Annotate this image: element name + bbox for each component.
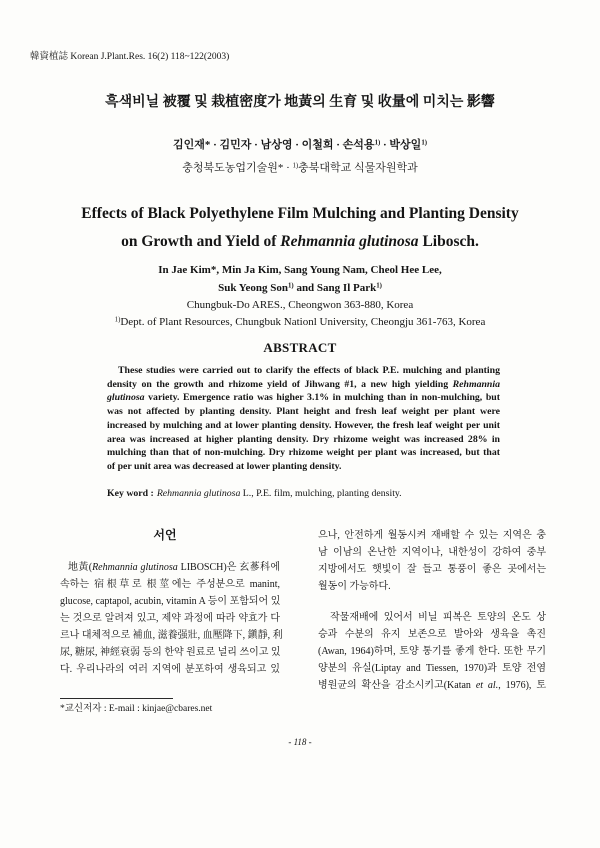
affiliation-mark: 1) (292, 162, 299, 170)
abstract-text: increased by mulching and at lower planting density. However, the fresh leaf weight per unit (107, 419, 500, 431)
affiliation-dept: 충북대학교 식물자원학과 (298, 162, 418, 174)
footnote-rule (60, 698, 173, 699)
abstract-line (107, 460, 500, 474)
abstract-line (107, 378, 500, 392)
citation-etal: et al. (475, 679, 499, 691)
body-line (318, 578, 546, 595)
title-english-line (0, 232, 600, 252)
column-right (318, 527, 546, 694)
paragraph (318, 527, 546, 595)
column-left (60, 559, 283, 678)
title-text: Libosch. (418, 233, 479, 250)
body-line (318, 527, 546, 544)
section-heading-introduction: 서언 (153, 528, 177, 542)
title-korean: 흑색비닐 被覆 및 栽植密度가 地黃의 生育 및 收量에 미치는 影響 (105, 95, 495, 110)
abstract-text: variety. Emergence ratio was higher 3.1% in mulching than in non-mulching, but (144, 392, 500, 404)
keywords (107, 487, 402, 501)
abstract-body (107, 364, 500, 474)
author-name: · 박상일 (380, 139, 422, 151)
species-name: Rehmannia glutinosa (280, 233, 419, 250)
body-text: 양분의 유실(Liptay and Tiessen, 1970)과 토양 전염 (318, 662, 546, 674)
body-line (60, 593, 280, 610)
body-line (60, 559, 280, 576)
body-line (60, 576, 280, 593)
body-line (60, 661, 280, 678)
body-line (60, 610, 280, 627)
abstract-line (107, 364, 500, 378)
authors-korean (0, 138, 600, 152)
body-line (60, 644, 280, 661)
body-line (318, 561, 546, 578)
abstract-line (107, 391, 500, 405)
author-name: Suk Yeong Son (218, 281, 288, 294)
body-line (318, 660, 546, 677)
body-line (318, 609, 546, 626)
body-text: LIBOSCH)은 玄蔘科에 (177, 561, 280, 573)
abstract-line (107, 419, 500, 433)
body-text: (Awan, 1964)하며, 토양 통기를 좋게 한다. 또한 무기 (318, 645, 546, 657)
body-text: glucose, captapol, acubin, vitamin A 등이 포함되어 있 (60, 595, 281, 607)
abstract-text: These studies were carried out to clarify the effects of black P.E. mulching and planting (118, 365, 500, 376)
title-english-line: Effects of Black Polyethylene Film Mulching and Planting Density (81, 205, 519, 222)
authors-english-line: In Jae Kim*, Min Ja Kim, Sang Young Nam, Cheol Hee Lee, (158, 263, 442, 276)
abstract-line (107, 433, 500, 447)
keywords-text: L., P.E. film, mulching, planting density. (240, 488, 402, 499)
abstract-text: was not affected by planting density. Plant height and fresh leaf weight per plant were (107, 406, 500, 418)
abstract-line (107, 405, 500, 419)
affiliation-english-line (0, 315, 600, 330)
paragraph (318, 609, 546, 694)
body-text: 지방에서도 햇빛이 잘 들고 통풍이 좋은 곳에서는 (318, 563, 546, 575)
body-text: 는 것으로 알려져 있고, 제약 과정에 따라 약효가 다 (60, 612, 280, 624)
journal-header: 韓資植誌 Korean J.Plant.Res. 16(2) 118~122(2003) (30, 52, 230, 62)
title-text: on Growth and Yield of (121, 233, 281, 250)
footnote-corresponding-author: *교신저자 : E-mail : kinjae@cbares.net (60, 704, 213, 714)
body-text: 승과 수분의 유지 보존으로 발아와 생육을 촉진 (318, 628, 546, 640)
page-number: - 118 - (288, 737, 312, 747)
body-text: 월동이 가능하다. (318, 580, 391, 592)
body-text: , 1976), 토 (498, 679, 546, 691)
body-text: 작물재배에 있어서 비닐 피복은 토양의 온도 상 (330, 611, 546, 623)
species-name: Rehmannia (452, 378, 500, 390)
body-text: 르나 대체적으로 補血, 滋養强壯, 血壓降下, 鎭靜, 利 (60, 629, 283, 641)
affiliation-main: 충청북도농업기술원* · (182, 162, 293, 174)
affiliation-mark: 1) (114, 316, 121, 324)
affiliation-english-line: Chungbuk-Do ARES., Cheongwon 363-880, Korea (186, 298, 414, 311)
affiliation-mark: 1) (374, 139, 381, 147)
body-line (318, 626, 546, 643)
author-name: and Sang Il Park (293, 281, 377, 294)
affiliation-text: Dept. of Plant Resources, Chungbuk Nationl University, Cheongju 361-763, Korea (120, 315, 486, 328)
body-text: 속하는 宿根草로 根莖에는 주성분으로 manint, (60, 578, 280, 590)
abstract-text: mulching than that of non-mulching. Dry rhizome weight per plant was increased, but that (107, 447, 500, 459)
abstract-line (107, 446, 500, 460)
authors-english-line (0, 281, 600, 296)
body-text: 地黃( (68, 561, 93, 573)
species-name: Rehmannia glutinosa (92, 561, 178, 573)
body-line (318, 677, 546, 694)
body-line (318, 544, 546, 561)
keywords-label: Key word : (107, 488, 154, 499)
body-text: 다. 우리나라의 여러 지역에 분포하여 생육되고 있 (60, 663, 280, 675)
body-line (318, 643, 546, 660)
affiliation-korean (0, 161, 600, 175)
affiliation-mark: 1) (288, 282, 294, 290)
body-line (60, 627, 283, 644)
body-text: 尿, 糖尿, 神經衰弱 등의 한약 원료로 널리 쓰이고 있 (60, 646, 281, 658)
abstract-text: of per unit area was decreased at lower planting density. (107, 460, 342, 472)
body-text: 남 이남의 온난한 지역이나, 내한성이 강하여 중부 (318, 546, 546, 558)
abstract-text: area was increased at higher planting density. Dry rhizome weight was increased 28% in (107, 433, 500, 445)
author-names: 김인재* · 김민자 · 남상영 · 이철희 · 손석용 (173, 139, 375, 151)
body-text: 병원균의 확산을 감소시키고(Katan (318, 679, 476, 691)
species-name: glutinosa (107, 392, 145, 404)
species-name: Rehmannia glutinosa (156, 488, 241, 499)
abstract-heading: ABSTRACT (263, 340, 337, 355)
body-text: 으나, 안전하게 월동시켜 재배할 수 있는 지역은 충 (318, 529, 546, 541)
affiliation-mark: 1) (421, 139, 427, 147)
affiliation-mark: 1) (376, 282, 382, 290)
abstract-text: density on the growth and rhizome yield of Jihwang #1, a new high yielding (107, 378, 453, 390)
